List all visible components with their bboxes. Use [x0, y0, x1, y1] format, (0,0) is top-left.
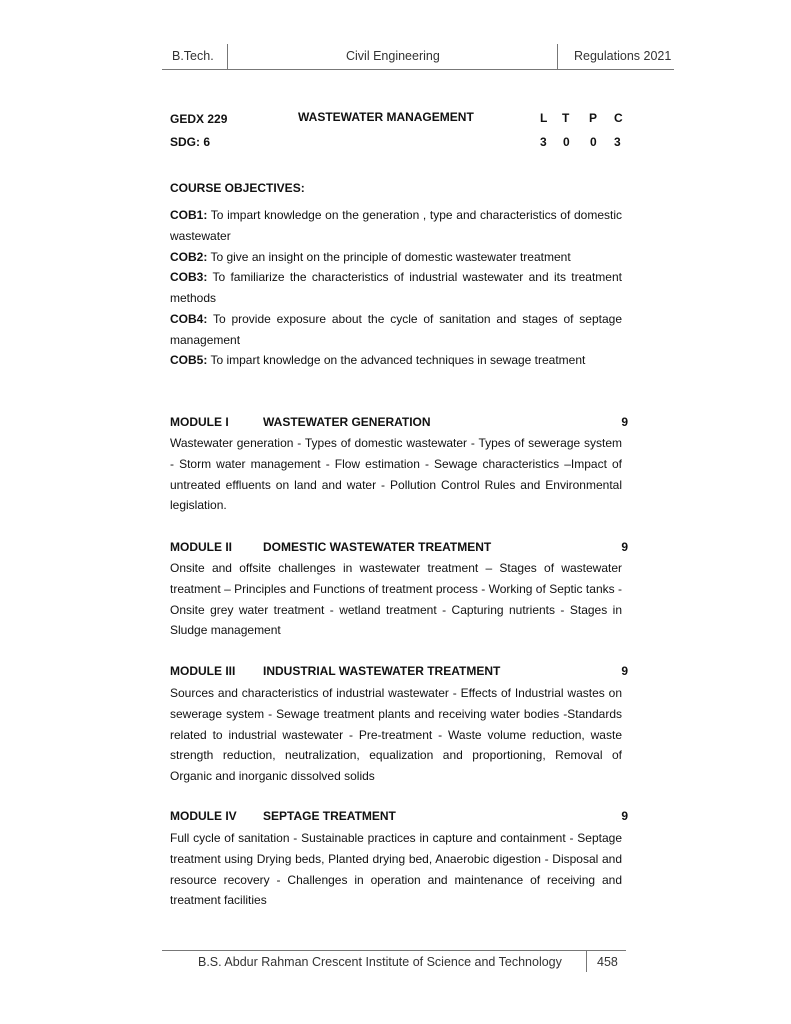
module-3-heading — [170, 664, 628, 680]
objective-item-3 — [170, 267, 622, 309]
module-1-content: Wastewater generation - Types of domestic wastewater - Types of sewerage system - Storm water management - Flow estimation - Sewage characteristics –Impact of untreated effluents on land and water - Pollution Control Rules and Environmental legislation. — [170, 436, 622, 513]
footer-institute: B.S. Abdur Rahman Crescent Institute of Science and Technology — [198, 955, 562, 969]
objective-text: To give an insight on the principle of domestic wastewater treatment — [207, 250, 571, 264]
objective-item-4 — [170, 309, 622, 351]
header-center: Civil Engineering — [346, 49, 440, 63]
course-code: GEDX 229 — [170, 112, 228, 126]
header-divider-left — [227, 44, 228, 70]
module-number: MODULE IV — [170, 809, 237, 823]
objective-text: To provide exposure about the cycle of sanitation and stages of septage management — [170, 312, 622, 347]
module-title: INDUSTRIAL WASTEWATER TREATMENT — [263, 664, 501, 678]
objective-item-1 — [170, 205, 622, 247]
header-divider-right — [557, 44, 558, 70]
objective-label: COB5: — [170, 353, 208, 367]
module-2-content: Onsite and offsite challenges in wastewater treatment – Stages of wastewater treatment – Principles and Functions of treatment process - Working of Septic tanks - Onsite grey water treatment - wetland treatment - Capturing nutrients - Stages in Sludge management — [170, 561, 622, 638]
objective-text: To familiarize the characteristics of industrial wastewater and its treatment methods — [170, 270, 622, 305]
module-4-heading — [170, 809, 628, 825]
header-right: Regulations 2021 — [574, 49, 672, 63]
objective-label: COB3: — [170, 270, 208, 284]
ltpc-value-c: 3 — [614, 135, 621, 149]
footer-divider — [586, 950, 587, 972]
objective-text: To impart knowledge on the advanced techniques in sewage treatment — [207, 353, 586, 367]
ltpc-label-p: P — [589, 111, 598, 125]
objective-label: COB4: — [170, 312, 208, 326]
objective-item-2 — [170, 247, 622, 268]
module-title: SEPTAGE TREATMENT — [263, 809, 396, 823]
module-hours: 9 — [621, 540, 628, 554]
module-number: MODULE II — [170, 540, 232, 554]
course-sdg: SDG: 6 — [170, 135, 211, 149]
page-number: 458 — [597, 955, 618, 969]
header-left: B.Tech. — [172, 49, 214, 63]
footer-rule — [162, 950, 626, 951]
objective-label: COB1: — [170, 208, 208, 222]
ltpc-label-c: C — [614, 111, 623, 125]
course-title: WASTEWATER MANAGEMENT — [298, 110, 474, 124]
module-title: WASTEWATER GENERATION — [263, 415, 431, 429]
module-4-content: Full cycle of sanitation - Sustainable practices in capture and containment - Septage treatment using Drying beds, Planted drying bed, Anaerobic digestion - Disposal and resource recovery - Challenges in operation and maintenance of receiving and treatment facilities — [170, 831, 622, 908]
ltpc-value-l: 3 — [540, 135, 547, 149]
objective-item-5 — [170, 350, 622, 371]
module-2-heading — [170, 540, 628, 556]
objective-text: To impart knowledge on the generation , type and characteristics of domestic wastewater — [170, 208, 622, 243]
header-rule — [162, 69, 674, 70]
ltpc-label-l: L — [540, 111, 548, 125]
module-number: MODULE I — [170, 415, 229, 429]
objectives-heading: COURSE OBJECTIVES: — [170, 181, 305, 195]
objective-label: COB2: — [170, 250, 208, 264]
module-hours: 9 — [621, 809, 628, 823]
module-1-heading — [170, 415, 628, 431]
module-hours: 9 — [621, 664, 628, 678]
ltpc-value-t: 0 — [563, 135, 570, 149]
module-number: MODULE III — [170, 664, 236, 678]
ltpc-label-t: T — [562, 111, 570, 125]
module-title: DOMESTIC WASTEWATER TREATMENT — [263, 540, 492, 554]
module-hours: 9 — [621, 415, 628, 429]
module-3-content: Sources and characteristics of industrial wastewater - Effects of Industrial wastes on sewerage system - Sewage treatment plants and receiving water bodies -Standards related to industrial wastewater - Pre-treatment - Waste volume reduction, waste strength reduction, neutralization, equalization and proportioning, Removal of Organic and inorganic dissolved solids — [170, 686, 622, 784]
ltpc-value-p: 0 — [590, 135, 597, 149]
